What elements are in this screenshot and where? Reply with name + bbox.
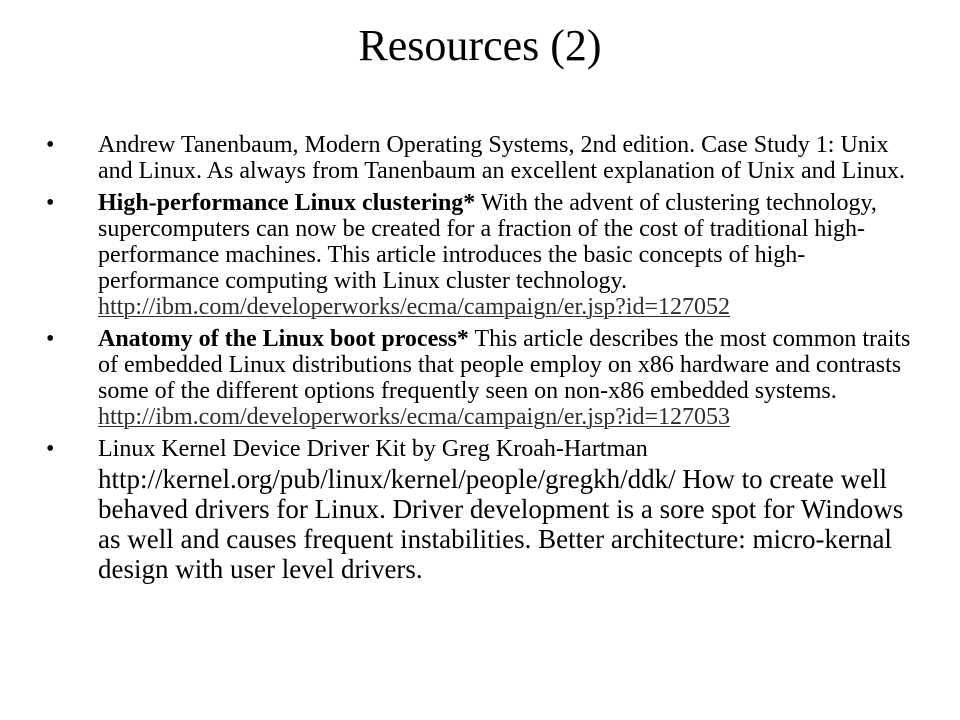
item-large-text: http://kernel.org/pub/linux/kernel/people/gregkh/ddk/ How to create well behaved drivers for Linux. Driver development is a sore spot for Windows as well and causes frequent instabilities. Better architecture: micro-kernal design with user level drivers. [98,464,904,584]
item-text: With the advent of clustering technology, supercomputers can now be created for a fraction of the cost of traditional high-performance machines. This article introduces the basic concepts of high-performance computing with Linux cluster technology. [98,190,877,294]
item-text: Andrew Tanenbaum, Modern Operating Systems, 2nd edition. Case Study 1: Unix and Linux. As always from Tanenbaum an excellent explanation of Unix and Linux. [98,132,905,184]
list-item [46,132,926,184]
item-title: Anatomy of the Linux boot process* [98,326,469,352]
bullet-icon: • [46,132,55,158]
item-text: Linux Kernel Device Driver Kit by Greg Kroah-Hartman [98,436,648,462]
item-text: This article describes the most common traits of embedded Linux distributions that people employ on x86 hardware and contrasts some of the different options frequently seen on non-x86 embedded systems. [98,326,911,404]
bullet-icon: • [46,436,55,462]
item-title: High-performance Linux clustering* [98,190,476,216]
slide-title: Resources (2) [358,21,602,70]
bullet-icon: • [46,326,55,352]
item-link[interactable]: http://ibm.com/developerworks/ecma/campaign/er.jsp?id=127053 [98,404,731,430]
item-link[interactable]: http://ibm.com/developerworks/ecma/campaign/er.jsp?id=127052 [98,294,731,320]
list-item [46,326,926,430]
bullet-icon: • [46,190,55,216]
resource-list [46,132,926,590]
list-item [46,190,926,320]
list-item [46,436,926,584]
